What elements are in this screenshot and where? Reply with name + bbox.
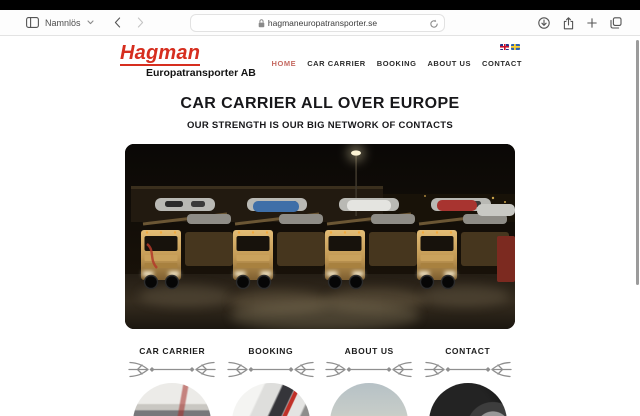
section-image-contact[interactable] bbox=[429, 383, 507, 416]
forward-button[interactable] bbox=[137, 17, 144, 28]
section-image-booking[interactable] bbox=[232, 383, 310, 416]
back-button[interactable] bbox=[114, 17, 121, 28]
logo-name: Hagman bbox=[120, 42, 201, 64]
main-nav bbox=[272, 59, 523, 68]
language-switcher bbox=[500, 44, 520, 50]
page-scrollbar[interactable] bbox=[636, 40, 639, 285]
ornament-divider-icon bbox=[423, 361, 513, 378]
nav-item-home[interactable]: HOME bbox=[271, 59, 297, 68]
nav-item-booking[interactable]: BOOKING bbox=[376, 59, 417, 68]
uk-flag-icon[interactable] bbox=[500, 44, 509, 50]
lock-icon bbox=[258, 19, 265, 28]
share-icon[interactable] bbox=[563, 17, 574, 30]
tab-overview-icon[interactable] bbox=[610, 17, 622, 29]
address-url: hagmaneuropatransporter.se bbox=[267, 18, 378, 28]
hero-image-night-trucks bbox=[125, 144, 515, 329]
downloads-icon[interactable] bbox=[538, 17, 550, 29]
browser-toolbar bbox=[0, 10, 640, 36]
hero-subtitle: OUR STRENGTH IS OUR BIG NETWORK OF CONTACTS bbox=[186, 120, 454, 131]
section-title: CONTACT bbox=[445, 346, 491, 356]
hero-title: CAR CARRIER ALL OVER EUROPE bbox=[180, 95, 460, 112]
feature-sections bbox=[125, 346, 515, 416]
section-booking[interactable] bbox=[224, 346, 319, 416]
sweden-flag-icon[interactable] bbox=[511, 44, 520, 50]
sidebar-toggle-icon[interactable] bbox=[26, 17, 39, 28]
ornament-divider-icon bbox=[127, 361, 217, 378]
section-car-carrier[interactable] bbox=[125, 346, 220, 416]
logo-subtitle: Europatransporter AB bbox=[146, 67, 256, 79]
section-image-car-carrier[interactable] bbox=[133, 383, 211, 416]
nav-item-contact[interactable]: CONTACT bbox=[482, 59, 522, 68]
section-title: ABOUT US bbox=[344, 346, 394, 356]
new-tab-icon[interactable] bbox=[587, 18, 597, 28]
ornament-divider-icon bbox=[226, 361, 316, 378]
site-logo[interactable] bbox=[118, 43, 256, 79]
tab-title[interactable]: Namnlös bbox=[45, 17, 81, 28]
nav-item-about-us[interactable]: ABOUT US bbox=[427, 59, 472, 68]
nav-item-car-carrier[interactable]: CAR CARRIER bbox=[307, 59, 366, 68]
site-header bbox=[118, 43, 522, 79]
screen-top-bar bbox=[0, 0, 640, 10]
section-contact[interactable] bbox=[421, 346, 516, 416]
chevron-down-icon[interactable] bbox=[87, 20, 94, 25]
reload-icon[interactable] bbox=[429, 19, 439, 29]
webpage bbox=[118, 36, 522, 416]
section-title: BOOKING bbox=[248, 346, 294, 356]
section-image-about-us[interactable] bbox=[330, 383, 408, 416]
section-about-us[interactable] bbox=[322, 346, 417, 416]
section-title: CAR CARRIER bbox=[139, 346, 206, 356]
address-bar[interactable] bbox=[190, 14, 445, 32]
ornament-divider-icon bbox=[324, 361, 414, 378]
